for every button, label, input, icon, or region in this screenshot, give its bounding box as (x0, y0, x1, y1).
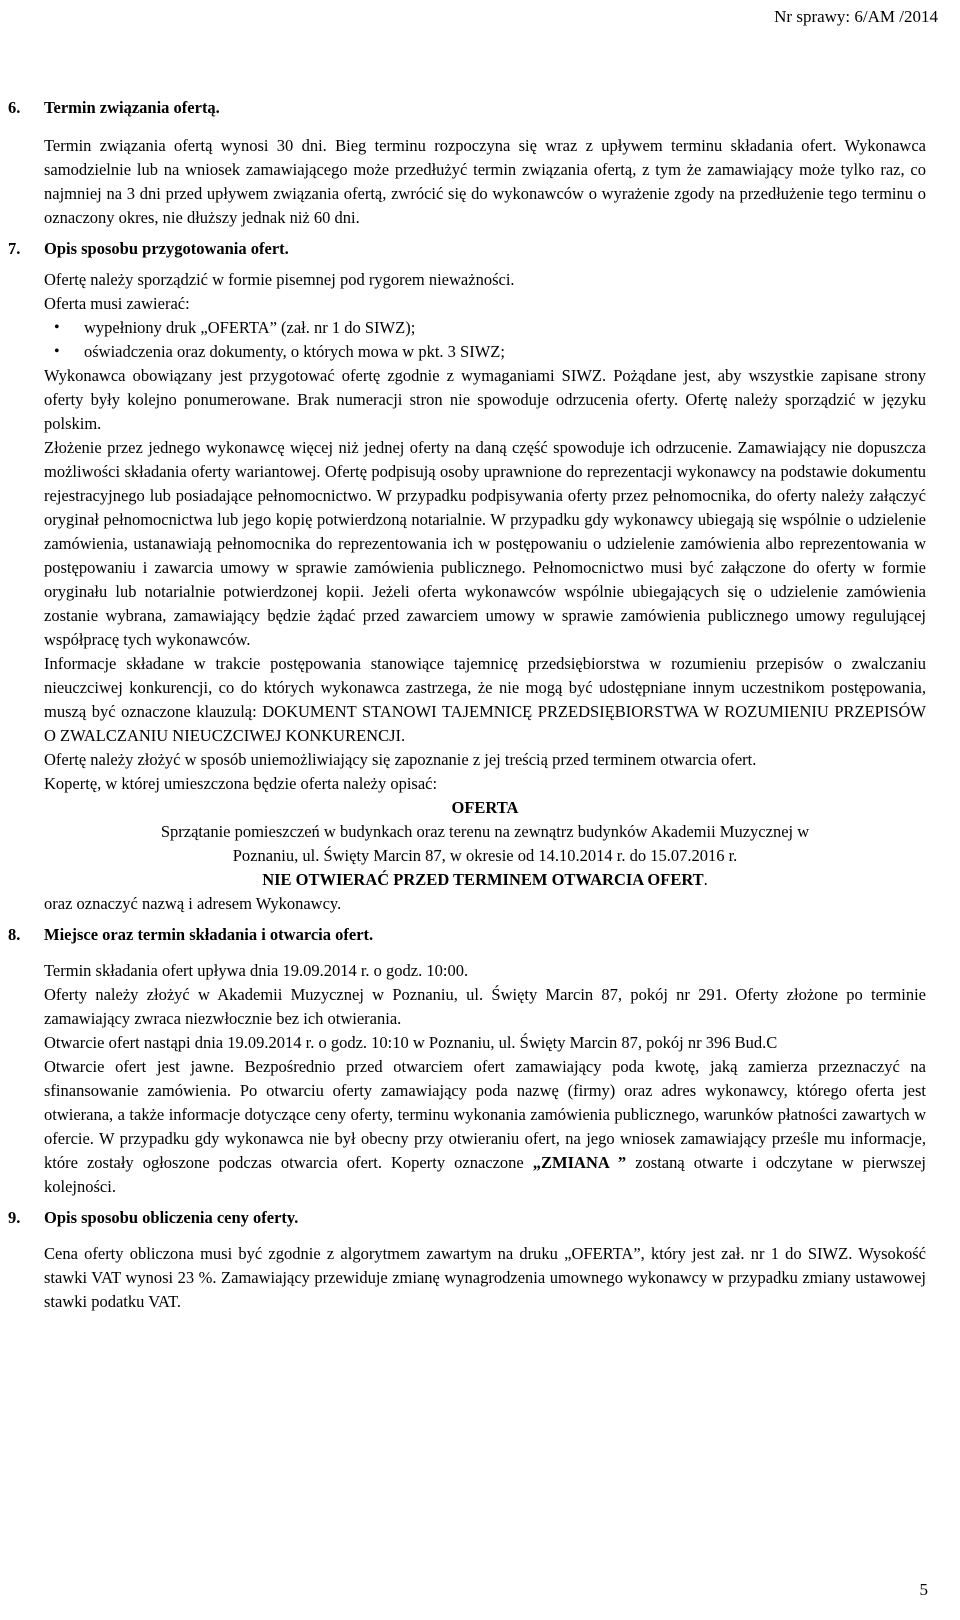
zmiana-label: „ZMIANA ” (532, 1153, 627, 1172)
paragraph: Cena oferty obliczona musi być zgodnie z algorytmem zawartym na druku „OFERTA”, który jest zał. nr 1 do SIWZ. Wysokość stawki VAT wynosi 23 %. Zamawiający przewiduje zmianę wynagrodzenia umownego wykonawcy w przypadku zmiany ustawowej stawki podatku VAT. (44, 1244, 926, 1311)
section-9-body (8, 1242, 926, 1314)
paragraph: Ofertę należy złożyć w sposób uniemożliwiający się zapoznanie z jej treścią przed terminem otwarcia ofert. (44, 750, 757, 769)
paragraph: oraz oznaczyć nazwą i adresem Wykonawcy. (44, 894, 342, 913)
section-number: 6. (8, 98, 21, 117)
section-8-title (8, 923, 926, 947)
envelope-warning (44, 868, 926, 892)
paragraph: Kopertę, w której umieszczona będzie oferta należy opisać: (44, 774, 438, 793)
paragraph: Otwarcie ofert nastąpi dnia 19.09.2014 r. o godz. 10:10 w Poznaniu, ul. Święty Marcin 87, pokój nr 396 Bud.C (44, 1033, 778, 1052)
envelope-heading: OFERTA (451, 798, 519, 817)
section-6-title (8, 96, 926, 120)
page-number: 5 (919, 1580, 928, 1599)
warning-suffix: . (703, 870, 708, 889)
paragraph: Oferta musi zawierać: (44, 294, 190, 313)
paragraph: Ofertę należy sporządzić w formie pisemnej pod rygorem nieważności. (44, 270, 515, 289)
section-7-body (8, 268, 926, 916)
section-heading: Opis sposobu obliczenia ceny oferty. (44, 1208, 299, 1227)
section-9-title (8, 1206, 926, 1230)
list-item: • oświadczenia oraz dokumenty, o których mowa w pkt. 3 SIWZ; (44, 340, 926, 364)
section-number: 8. (8, 925, 21, 944)
paragraph: Wykonawca obowiązany jest przygotować ofertę zgodnie z wymaganiami SIWZ. Pożądane jest, aby wszystkie zapisane strony oferty były kolejno ponumerowane. Brak numeracji stron nie spowoduje odrzucenia oferty. Ofertę należy sporządzić w języku polskim. (44, 366, 926, 433)
paragraph: Oferty należy złożyć w Akademii Muzycznej w Poznaniu, ul. Święty Marcin 87, pokój nr 291. Oferty złożone po terminie zamawiający zwraca niezwłocznie bez ich otwierania. (44, 985, 926, 1028)
section-8-body (8, 959, 926, 1199)
bullet-list (44, 316, 926, 364)
section-heading: Miejsce oraz termin składania i otwarcia ofert. (44, 925, 374, 944)
warning-text: NIE OTWIERAĆ PRZED TERMINEM OTWARCIA OFERT (262, 870, 704, 889)
paragraph: Informacje składane w trakcie postępowania stanowiące tajemnicę przedsiębiorstwa w rozumieniu przepisów o zwalczaniu nieuczciwej konkurencji, co do których wykonawca zastrzega, że nie mogą być udostępniane innym uczestnikom postępowania, muszą być oznaczone klauzulą: DOKUMENT STANOWI TAJEMNICĘ PRZEDSIĘBIORSTWA W ROZUMIENIU PRZEPISÓW O ZWALCZANIU NIEUCZCIWEJ KONKURENCJI. (44, 654, 926, 745)
text-run: Otwarcie ofert jest jawne. Bezpośrednio przed otwarciem ofert zamawiający poda kwotę, jaką zamierza przeznaczyć na sfinansowanie zamówienia. Po otwarciu oferty zamawiający poda nazwę (firmy) oraz adres wykonawcy, którego oferta jest otwierana, a także informacje dotyczące ceny oferty, terminu wykonania zamówienia publicznego, warunków płatności zawartych w ofercie. W przypadku gdy wykonawca nie był obecny przy otwieraniu ofert, na jego wniosek zamawiający prześle mu informacje, które zostały ogłoszone podczas otwarcia ofert. Koperty oznaczone (44, 1057, 926, 1172)
envelope-line: Poznaniu, ul. Święty Marcin 87, w okresie od 14.10.2014 r. do 15.07.2016 r. (232, 846, 738, 865)
paragraph: Termin związania ofertą wynosi 30 dni. Bieg terminu rozpoczyna się wraz z upływem terminu składania ofert. Wykonawca samodzielnie lub na wniosek zamawiającego może przedłużyć termin związania ofertą, z tym że zamawiający może tylko raz, co najmniej na 3 dni przed upływem związania ofertą, zwrócić się do wykonawców o wyrażenie zgody na przedłużenie tego terminu o oznaczony okres, nie dłuższy jednak niż 60 dni. (44, 136, 926, 227)
paragraph (44, 1055, 926, 1199)
section-6-body (8, 134, 926, 230)
case-number: Nr sprawy: 6/AM /2014 (774, 7, 938, 26)
text-run: zostaną otwarte i odczytane w pierwszej kolejności. (44, 1153, 926, 1196)
section-7-title (8, 237, 926, 261)
paragraph: Termin składania ofert upływa dnia 19.09.2014 r. o godz. 10:00. (44, 961, 469, 980)
paragraph: Złożenie przez jednego wykonawcę więcej niż jednej oferty na daną część spowoduje ich odrzucenie. Zamawiający nie dopuszcza możliwości składania oferty wariantowej. Ofertę podpisują osoby uprawnione do reprezentacji wykonawcy na podstawie dokumentu rejestracyjnego lub posiadające pełnomocnictwo. W przypadku podpisywania oferty przez pełnomocnika, do oferty należy załączyć oryginał pełnomocnictwa lub jego kopię potwierdzoną notarialnie. W przypadku gdy wykonawcy ubiegają się wspólnie o udzielenie zamówienia, ustanawiają pełnomocnika do reprezentowania ich w postępowaniu o udzielenie zamówienia albo reprezentowania w postępowaniu i zawarcia umowy w sprawie zamówienia publicznego. Pełnomocnictwo musi być załączone do oferty w formie oryginału lub notarialnie potwierdzonej kopii. Jeżeli oferta wykonawców wspólnie ubiegających się o udzielenie zamówienia zostanie wybrana, zamawiający będzie żądać przed zawarciem umowy w sprawie zamówienia publicznego umowy regulującej współpracę tych wykonawców. (44, 438, 926, 649)
section-heading: Opis sposobu przygotowania ofert. (44, 239, 289, 258)
list-item: • wypełniony druk „OFERTA” (zał. nr 1 do SIWZ); (44, 316, 926, 340)
section-number: 7. (8, 239, 21, 258)
envelope-line: Sprzątanie pomieszczeń w budynkach oraz terenu na zewnątrz budynków Akademii Muzycznej w (160, 822, 810, 841)
section-heading: Termin związania ofertą. (44, 98, 220, 117)
section-number: 9. (8, 1208, 21, 1227)
document-page (8, 96, 926, 1314)
